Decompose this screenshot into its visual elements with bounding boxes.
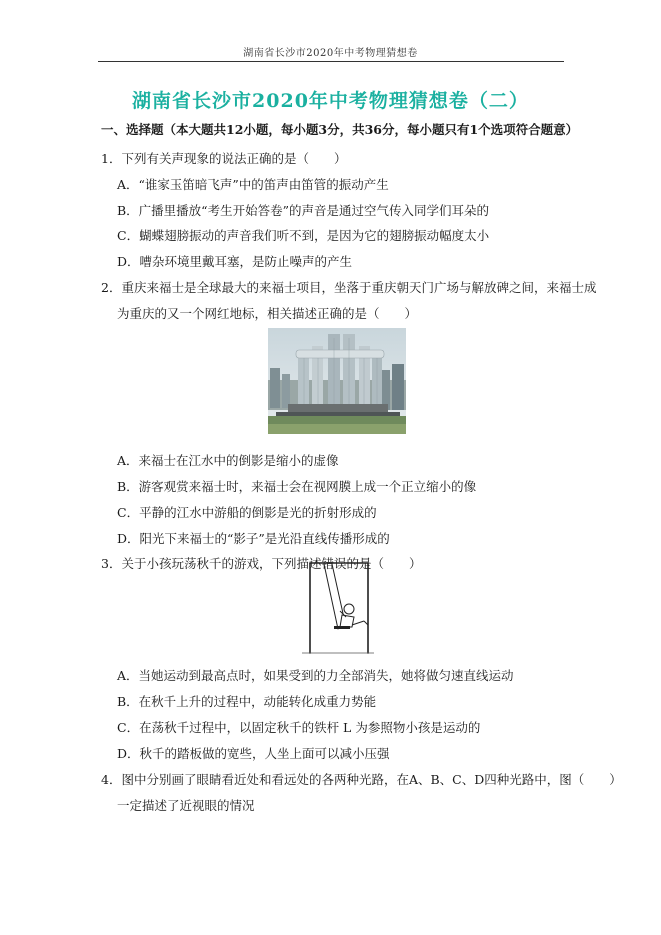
question-2-option-c: C．平静的江水中游船的倒影是光的折射形成的	[117, 505, 377, 520]
question-1-option-d: D．嘈杂环境里戴耳塞，是防止噪声的产生	[117, 254, 353, 269]
question-2-option-b: B．游客观赏来福士时，来福士会在视网膜上成一个正立缩小的像	[117, 479, 477, 494]
question-3-option-c: C．在荡秋千过程中，以固定秋千的铁杆 L 为参照物小孩是运动的	[117, 720, 481, 735]
question-3-option-a: A．当她运动到最高点时，如果受到的力全部消失，她将做匀速直线运动	[117, 668, 514, 683]
page-title: 湖南省长沙市2020年中考物理猜想卷（二）	[132, 90, 529, 112]
raffles-city-photo	[268, 328, 406, 434]
question-2-stem-continued: 为重庆的又一个网红地标，相关描述正确的是（ ）	[117, 306, 418, 321]
question-3-stem: 3．关于小孩玩荡秋千的游戏，下列描述错误的是（ ）	[101, 556, 422, 571]
question-1-stem: 1．下列有关声现象的说法正确的是（ ）	[101, 151, 347, 166]
swing-illustration	[302, 559, 374, 657]
question-4-stem-continued: 一定描述了近视眼的情况	[117, 798, 255, 813]
question-4-stem: 4．图中分别画了眼睛看近处和看远处的各两种光路，在A、B、C、D四种光路中，图（ ）	[101, 772, 622, 787]
question-2-option-d: D．阳光下来福士的“影子”是光沿直线传播形成的	[117, 531, 390, 546]
running-header: 湖南省长沙市2020年中考物理猜想卷	[243, 48, 418, 59]
question-3-option-d: D．秋千的踏板做的宽些，人坐上面可以减小压强	[117, 746, 390, 761]
question-1-option-c: C．蝴蝶翅膀振动的声音我们听不到，是因为它的翅膀振动幅度太小	[117, 228, 490, 243]
question-1-option-a: A．“谁家玉笛暗飞声”中的笛声由笛管的振动产生	[117, 177, 389, 192]
header-divider	[98, 61, 564, 62]
question-3-option-b: B．在秋千上升的过程中，动能转化成重力势能	[117, 694, 377, 709]
question-2-option-a: A．来福士在江水中的倒影是缩小的虚像	[117, 453, 339, 468]
question-1-option-b: B．广播里播放“考生开始答卷”的声音是通过空气传入同学们耳朵的	[117, 203, 489, 218]
section-heading: 一、选择题（本大题共12小题，每小题3分，共36分，每小题只有1个选项符合题意）	[101, 122, 579, 137]
question-2-stem: 2．重庆来福士是全球最大的来福士项目，坐落于重庆朝天门广场与解放碑之间，来福士成	[101, 280, 597, 295]
